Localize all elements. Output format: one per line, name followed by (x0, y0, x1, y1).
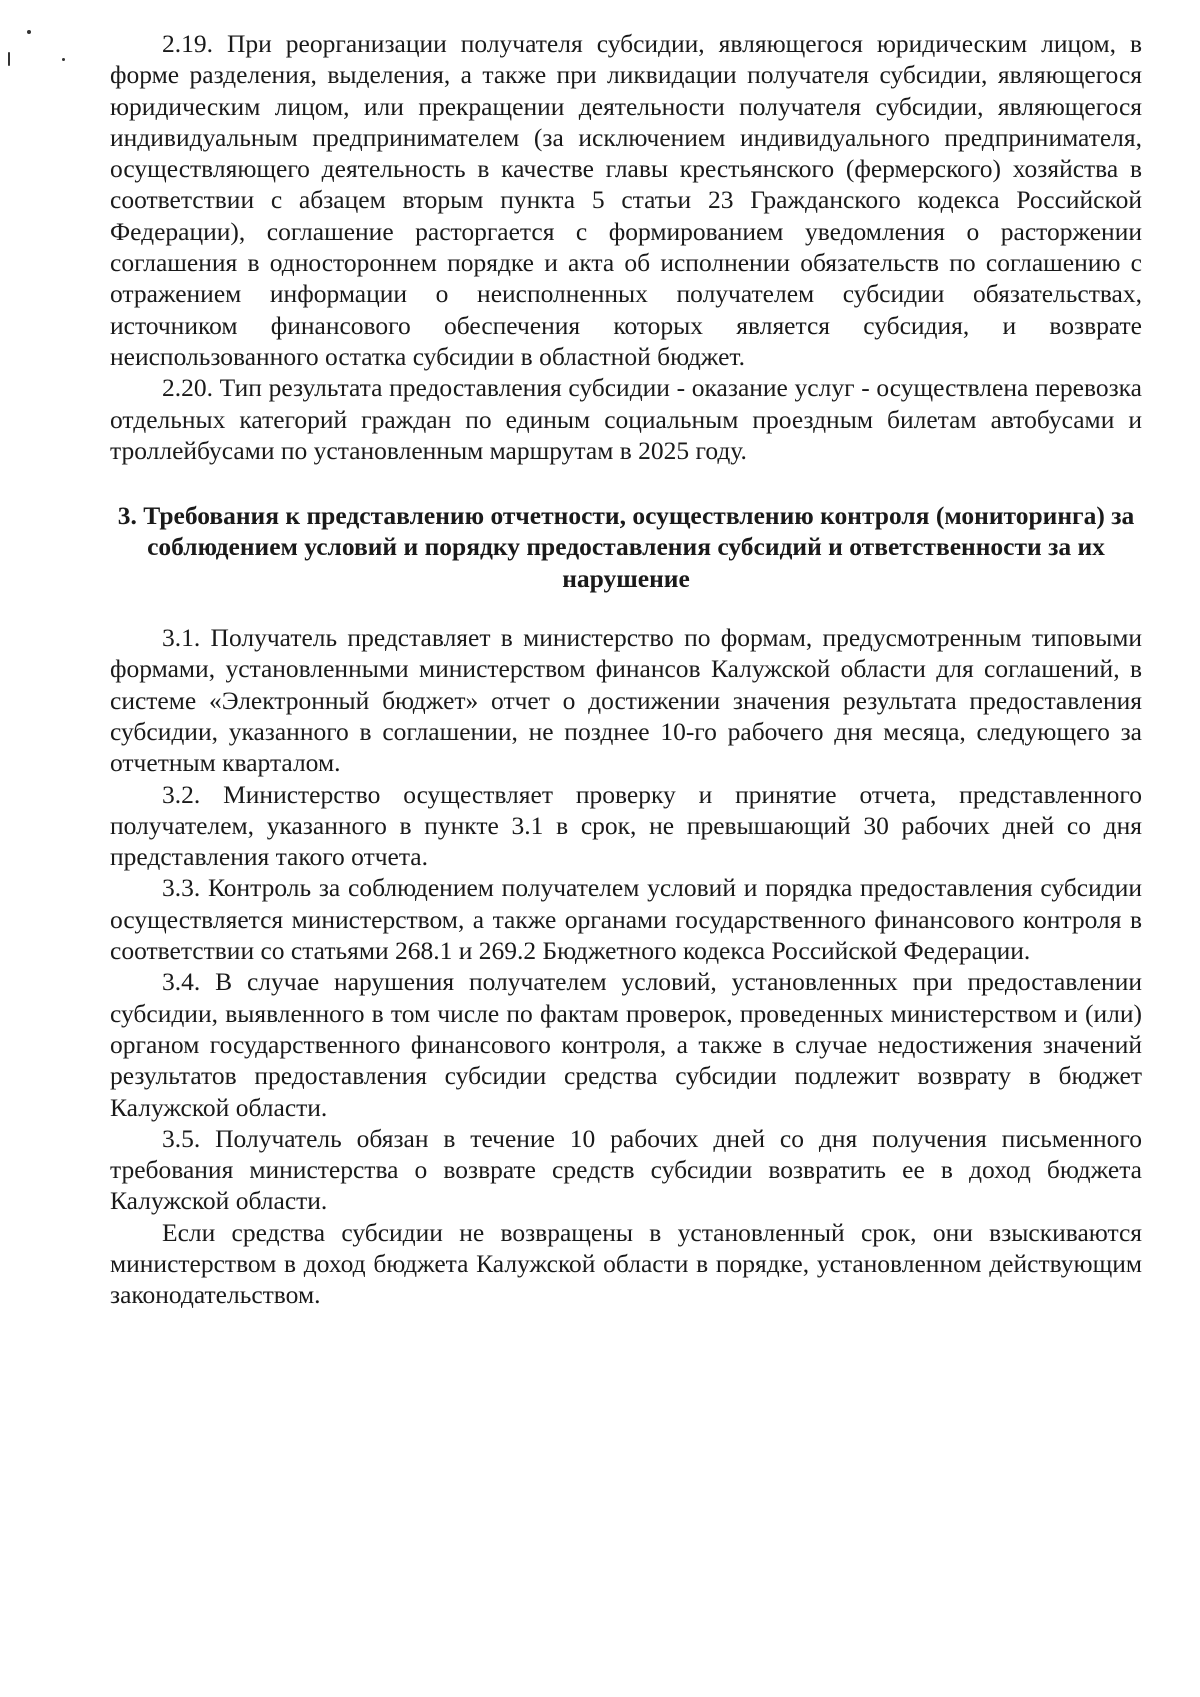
paragraph-3-4: 3.4. В случае нарушения получателем условий, установленных при предоставлении субсидии, выявленного в том числе по фактам проверок, проведенных министерством и (или) органом государственного финансового контроля, а также в случае недостижения значений результатов предоставления субсидии средства субсидии подлежит возврату в бюджет Калужской области. (110, 967, 1142, 1122)
scan-speck (27, 30, 31, 34)
paragraph-3-2: 3.2. Министерство осуществляет проверку и принятие отчета, представленного получателем, указанного в пункте 3.1 в срок, не превышающий 30 рабочих дней со дня представления такого отчета. (110, 779, 1142, 872)
paragraph-3-5: 3.5. Получатель обязан в течение 10 рабочих дней со дня получения письменного требования министерства о возврате средств субсидии возвратить ее в доход бюджета Калужской области. (110, 1123, 1142, 1216)
paragraph-2-19: 2.19. При реорганизации получателя субсидии, являющегося юридическим лицом, в форме разделения, выделения, а также при ликвидации получателя субсидии, являющегося юридическим лицом, или прекращении деятельности получателя субсидии, являющегося индивидуальным предпринимателем (за исключением индивидуального предпринимателя, осуществляющего деятельность в качестве главы крестьянского (фермерского) хозяйства в соответствии с абзацем вторым пункта 5 статьи 23 Гражданского кодекса Российской Федерации), соглашение расторгается с формированием уведомления о расторжении соглашения в одностороннем порядке и акта об исполнении обязательств по соглашению с отражением информации о неисполненных получателем субсидии обязательствах, источником финансового обеспечения которых является субсидия, и возврате неиспользованного остатка субсидии в областной бюджет. (110, 29, 1142, 371)
scan-speck (8, 52, 10, 66)
document-body (110, 28, 1142, 1311)
scan-speck (62, 58, 65, 61)
section-3-heading: 3. Требования к представлению отчетности, осуществлению контроля (мониторинга) за соблюдением условий и порядку предоставления субсидий и ответственности за их нарушение (117, 501, 1135, 593)
paragraph-3-1: 3.1. Получатель представляет в министерство по формам, предусмотренным типовыми формами, установленными министерством финансов Калужской области для соглашений, в системе «Электронный бюджет» отчет о достижении значения результата предоставления субсидии, указанного в соглашении, не позднее 10-го рабочего дня месяца, следующего за отчетным кварталом. (110, 623, 1142, 778)
paragraph-3-5-continuation: Если средства субсидии не возвращены в установленный срок, они взыскиваются министерством в доход бюджета Калужской области в порядке, установленном действующим законодательством. (110, 1217, 1142, 1310)
paragraph-2-20: 2.20. Тип результата предоставления субсидии - оказание услуг - осуществлена перевозка отдельных категорий граждан по единым социальным проездным билетам автобусами и троллейбусами по установленным маршрутам в 2025 году. (110, 373, 1142, 465)
paragraph-3-3: 3.3. Контроль за соблюдением получателем условий и порядка предоставления субсидии осуществляется министерством, а также органами государственного финансового контроля в соответствии со статьями 268.1 и 269.2 Бюджетного кодекса Российской Федерации. (110, 873, 1142, 966)
